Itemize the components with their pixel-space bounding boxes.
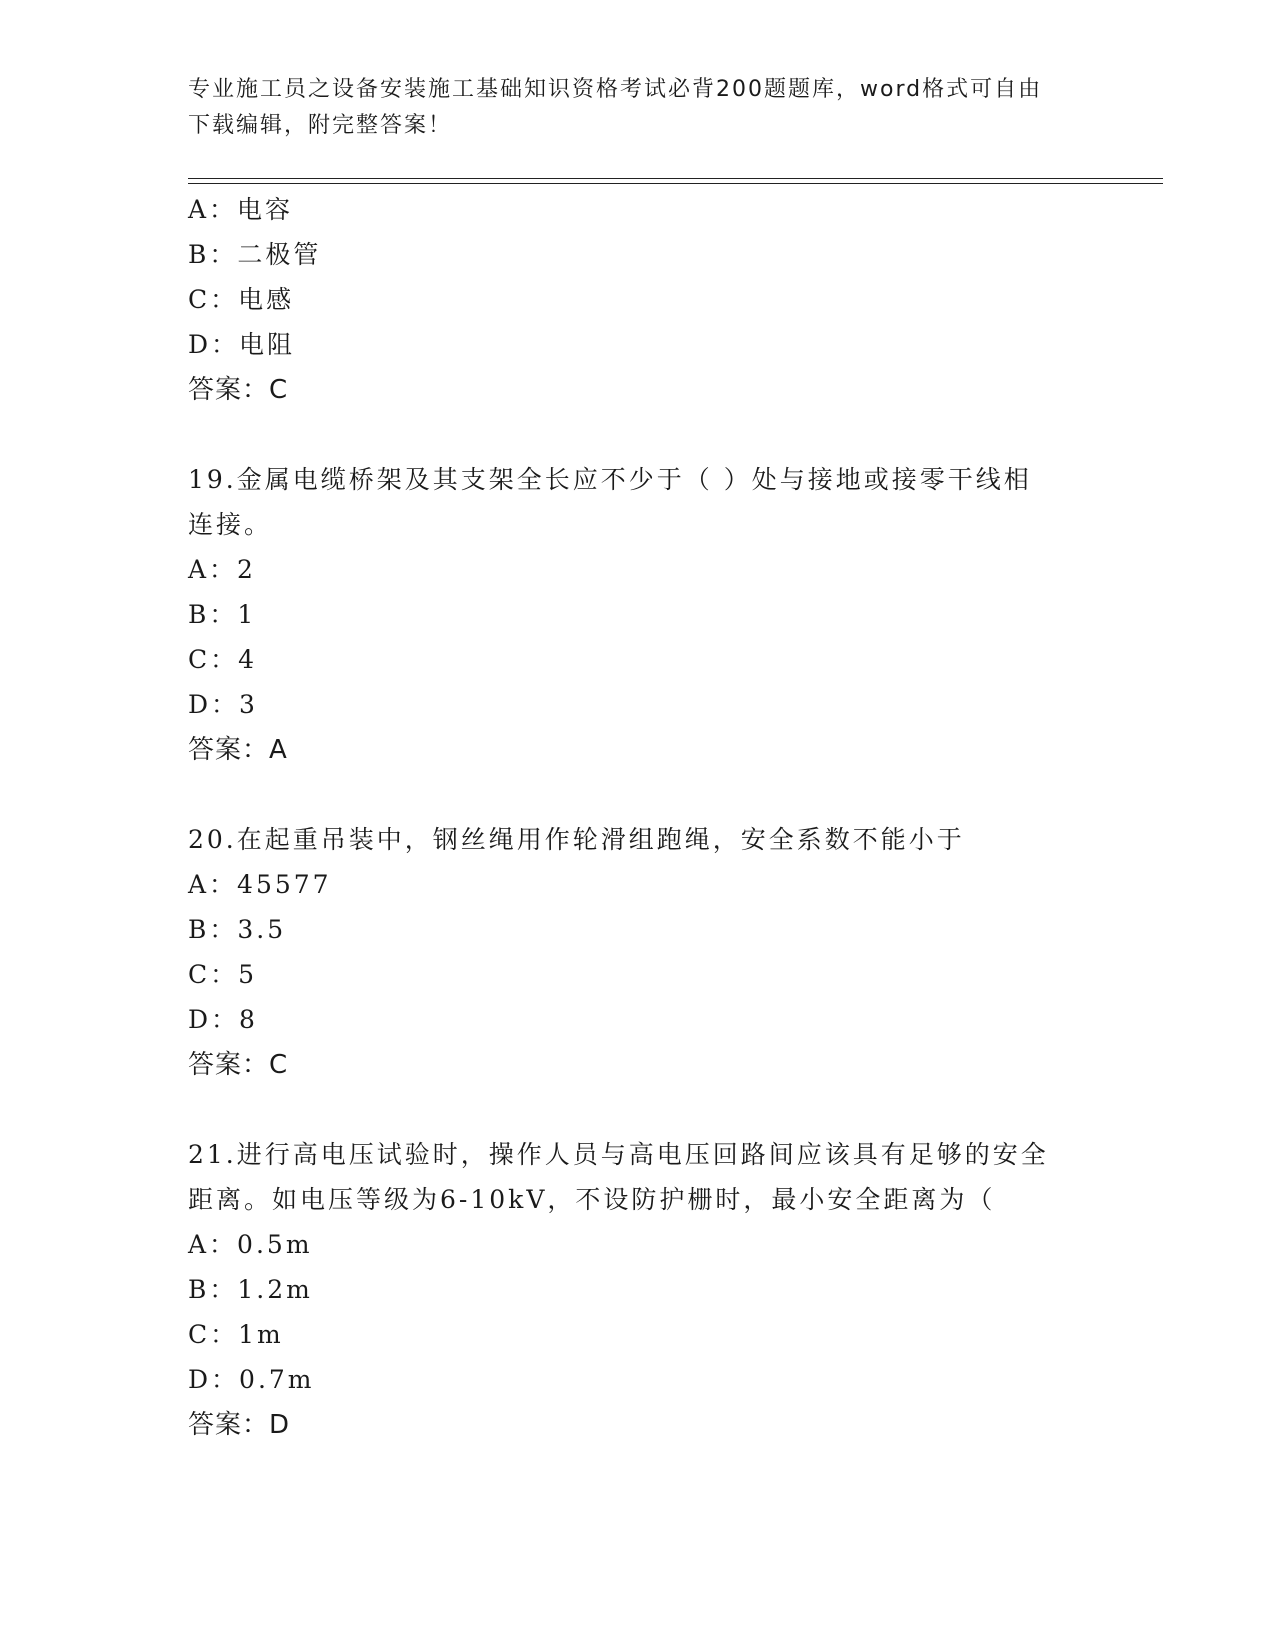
- option-d: D：3: [188, 690, 258, 719]
- option-b: B：3.5: [188, 915, 287, 944]
- option-b: B：1: [188, 600, 257, 629]
- question-stem: 19.金属电缆桥架及其支架全长应不少于（ ）处与接地或接零干线相: [188, 465, 1032, 494]
- header-line-1: 专业施工员之设备安装施工基础知识资格考试必背200题题库，word格式可自由: [188, 77, 1043, 102]
- answer-line: 答案：C: [188, 1050, 289, 1080]
- question-stem: 距离。如电压等级为6-10kV，不设防护栅时，最小安全距离为（: [188, 1185, 996, 1214]
- answer-line: 答案：D: [188, 1410, 291, 1440]
- option-c: C：5: [188, 960, 258, 989]
- option-c: C：1m: [188, 1320, 284, 1349]
- question-stem: 21.进行高电压试验时，操作人员与高电压回路间应该具有足够的安全: [188, 1140, 1049, 1169]
- header-divider-bottom: [188, 183, 1163, 184]
- option-c: C：电感: [188, 285, 295, 314]
- option-a: A：45577: [188, 870, 332, 899]
- answer-line: 答案：A: [188, 735, 288, 765]
- question-stem: 连接。: [188, 510, 273, 539]
- answer-line: 答案：C: [188, 375, 289, 405]
- header-divider-top: [188, 178, 1163, 179]
- option-a: A：0.5m: [188, 1230, 313, 1259]
- option-b: B：1.2m: [188, 1275, 313, 1304]
- document-header: [188, 72, 1088, 144]
- option-c: C：4: [188, 645, 258, 674]
- option-a: A：2: [188, 555, 256, 584]
- question-stem: 20.在起重吊装中，钢丝绳用作轮滑组跑绳，安全系数不能小于: [188, 825, 965, 854]
- option-b: B：二极管: [188, 240, 322, 269]
- header-line-2: 下载编辑，附完整答案！: [188, 113, 453, 138]
- option-d: D：8: [188, 1005, 258, 1034]
- option-a: A：电容: [188, 195, 294, 224]
- option-d: D：电阻: [188, 330, 296, 359]
- option-d: D：0.7m: [188, 1365, 315, 1394]
